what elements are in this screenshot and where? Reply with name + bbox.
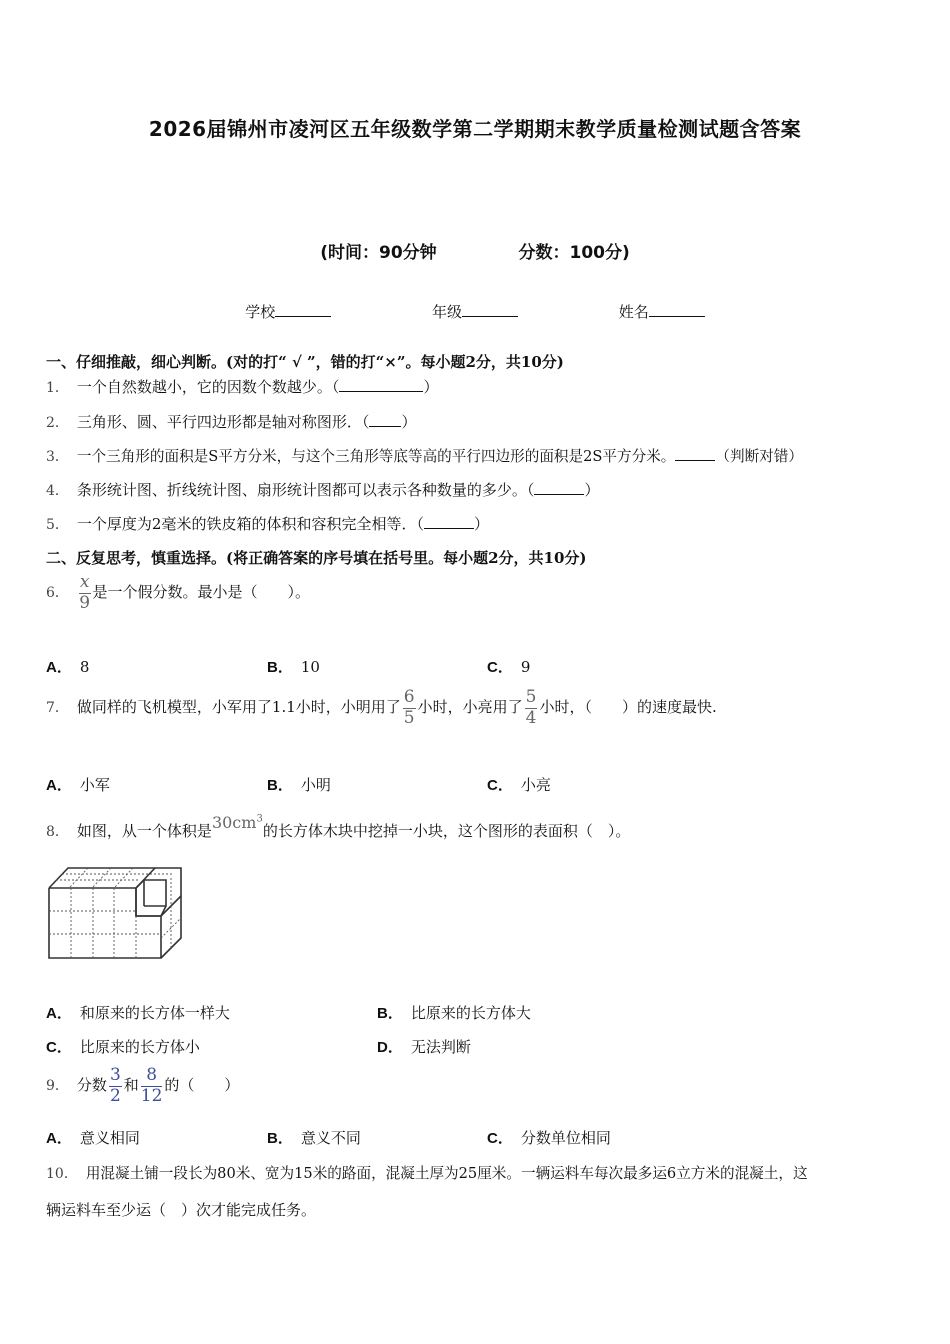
student-fields (0, 301, 950, 322)
volume-unit: $30cm^3$ (211, 813, 263, 832)
answer-blank[interactable] (534, 494, 584, 495)
question-6: 6． $\frac{x}{9}$ 是一个假分数。最小是（ ）。 (46, 572, 311, 613)
question-9: 9． 分数 $\frac{3}{2}$ 和 $\frac{8}{12}$ 的（ ） (46, 1065, 240, 1106)
option-7a[interactable]: A． 小军 (46, 776, 110, 794)
name-field[interactable]: 姓名 (619, 301, 705, 322)
fraction-3-over-2: $\frac{3}{2}$ (109, 1065, 121, 1106)
option-6b[interactable]: B． 10 (267, 658, 320, 676)
grade-field[interactable]: 年级 (432, 301, 518, 322)
option-7c[interactable]: C． 小亮 (487, 776, 551, 794)
fraction-6-over-5: $\frac{6}{5}$ (403, 687, 415, 728)
option-8d[interactable]: D． 无法判断 (377, 1038, 471, 1056)
school-field[interactable]: 学校 (245, 301, 331, 322)
option-8c[interactable]: C． 比原来的长方体小 (46, 1038, 200, 1056)
exam-info (0, 238, 950, 263)
fraction-5-over-4: $\frac{5}{4}$ (525, 687, 537, 728)
answer-blank[interactable] (424, 528, 474, 529)
fraction-8-over-12: $\frac{8}{12}$ (140, 1065, 163, 1106)
option-9a[interactable]: A． 意义相同 (46, 1129, 140, 1147)
option-7b[interactable]: B． 小明 (267, 776, 331, 794)
answer-blank[interactable] (675, 460, 715, 461)
question-7: 7． 做同样的飞机模型，小军用了1.1小时，小明用了 $\frac{6}{5}$ 小时，小亮用了 $\frac{5}{4}$ 小时，（ ）的速度最快. (46, 687, 717, 728)
question-8: 8． 如图，从一个体积是$30cm^3$的长方体木块中挖掉一小块，这个图形的表面积（ ）。 (46, 813, 631, 840)
section2-heading: 二、反复思考，慎重选择。(将正确答案的序号填在括号里。每小题2分，共10分) (46, 549, 587, 567)
cuboid-figure (46, 862, 184, 962)
option-6c[interactable]: C． 9 (487, 658, 531, 676)
exam-time: (时间：90分钟 (320, 243, 437, 263)
option-9b[interactable]: B． 意义不同 (267, 1129, 361, 1147)
section1-heading: 一、仔细推敲，细心判断。(对的打“ √ ”，错的打“×”。每小题2分，共10分) (46, 353, 564, 371)
option-6a[interactable]: A． 8 (46, 658, 90, 676)
exam-score: 分数：100分) (518, 243, 630, 263)
option-8b[interactable]: B． 比原来的长方体大 (377, 1004, 531, 1022)
answer-blank[interactable] (369, 426, 401, 427)
answer-blank[interactable] (339, 391, 423, 392)
question-2: 2． 三角形、圆、平行四边形都是轴对称图形．（ ） (46, 413, 417, 431)
document-title: 2026届锦州市凌河区五年级数学第二学期期末教学质量检测试题含答案 (148, 117, 802, 141)
question-1: 1． 一个自然数越小，它的因数个数越少。（ ） (46, 378, 439, 396)
question-4: 4． 条形统计图、折线统计图、扇形统计图都可以表示各种数量的多少。（ ） (46, 481, 600, 499)
question-5: 5． 一个厚度为2毫米的铁皮箱的体积和容积完全相等．（ ） (46, 515, 489, 533)
question-10-line2: 辆运料车至少运（ ）次才能完成任务。 (46, 1201, 317, 1219)
option-8a[interactable]: A． 和原来的长方体一样大 (46, 1004, 230, 1022)
question-10: 10． 用混凝土铺一段长为80米、宽为15米的路面，混凝土厚为25厘米。一辆运料车每次最多运6立方米的混凝土，这 (46, 1165, 808, 1182)
question-3: 3． 一个三角形的面积是S平方分米，与这个三角形等底等高的平行四边形的面积是2S平方分米。 （判断对错） (46, 448, 803, 465)
option-9c[interactable]: C． 分数单位相同 (487, 1129, 611, 1147)
fraction-x-over-9: $\frac{x}{9}$ (79, 572, 91, 613)
